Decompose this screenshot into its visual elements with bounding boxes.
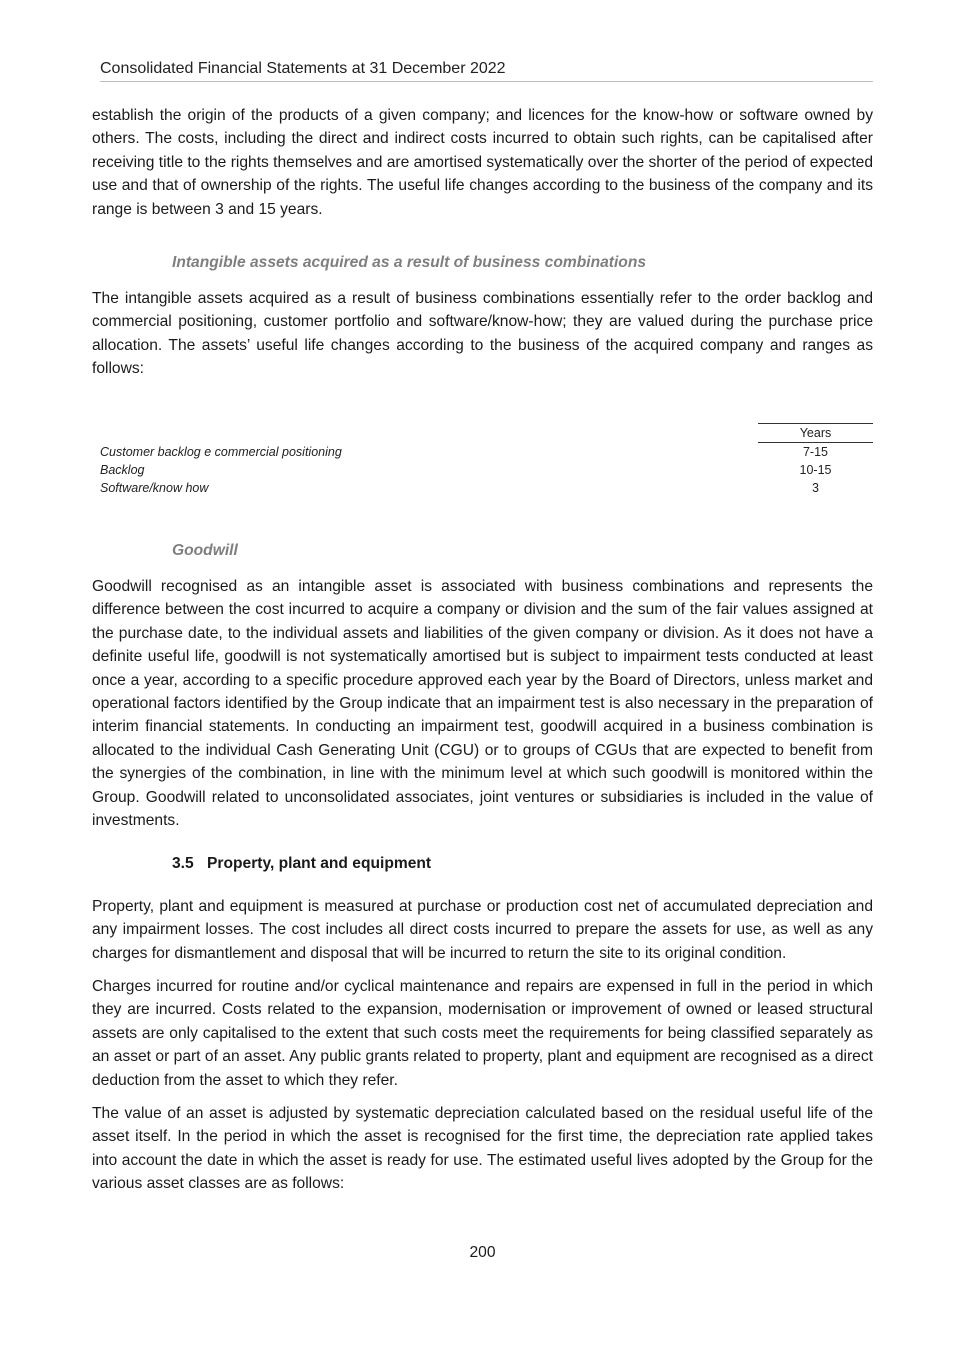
paragraph-ppe-depreciation: The value of an asset is adjusted by systematic depreciation calculated based on the residual useful life of the asset itself. In the period in which the asset is recognised for the first time, the depreciation rate applied takes into account the date in which the asset is ready for use. The estimated useful lives adopted by the Group for the various asset classes are as follows: — [92, 1105, 873, 1193]
table-row-label: Customer backlog e commercial positioning — [100, 445, 342, 459]
page-header-title: Consolidated Financial Statements at 31 December 2022 — [100, 58, 873, 82]
table-row-value: 7-15 — [802, 445, 829, 459]
section-heading-property-plant-equipment — [172, 853, 431, 875]
table-row-value: 10-15 — [799, 463, 832, 477]
paragraph-intangible-business-combinations: The intangible assets acquired as a result of business combinations essentially refer to the order backlog and commercial positioning, customer portfolio and software/know-how; they are valued during the purchase price allocation. The assets’ useful life changes according to the business of the acquired company and ranges as follows: — [92, 290, 873, 378]
table-row — [100, 461, 873, 479]
section-number: 3.5 — [172, 855, 194, 872]
table-row-label: Backlog — [100, 463, 145, 477]
table-column-header-years: Years — [758, 423, 873, 443]
table-row-value: 3 — [812, 481, 819, 495]
subheading-goodwill: Goodwill — [172, 542, 238, 559]
page-number: 200 — [469, 1244, 496, 1261]
subheading-intangible-business-combinations: Intangible assets acquired as a result of business combinations — [172, 254, 647, 271]
table-row — [100, 443, 873, 461]
table-row-label: Software/know how — [100, 481, 209, 495]
paragraph-goodwill: Goodwill recognised as an intangible asset is associated with business combinations and represents the difference between the cost incurred to acquire a company or division and the sum of the fair values assigned at the purchase date, to the individual assets and liabilities of the given company or division. As it does not have a definite useful life, goodwill is not systematically amortised but is subject to impairment tests conducted at least once a year, according to a specific procedure approved each year by the Board of Directors, unless market and operational factors identified by the Group indicate that an impairment test is also necessary in the preparation of interim financial statements. In conducting an impairment test, goodwill acquired in a business combination is allocated to the individual Cash Generating Unit (CGU) or to groups of CGUs that are expected to benefit from the synergies of the combination, in line with the minimum level at which such goodwill is monitored within the Group. Goodwill related to unconsolidated associates, joint ventures or subsidiaries is included in the value of investments. — [92, 578, 873, 830]
table-row — [100, 479, 873, 497]
section-title: Property, plant and equipment — [207, 855, 432, 872]
paragraph-intangible-rights: establish the origin of the products of a given company; and licences for the know-how or software owned by others. The costs, including the direct and indirect costs incurred to obtain such rights, can be capitalised after receiving title to the rights themselves and are amortised systematically over the shorter of the period of expected use and that of ownership of the rights. The useful life changes according to the business of the company and its range is between 3 and 15 years. — [92, 107, 873, 218]
paragraph-ppe-maintenance: Charges incurred for routine and/or cyclical maintenance and repairs are expensed in full in the period in which they are incurred. Costs related to the expansion, modernisation or improvement of owned or leased structural assets are only capitalised to the extent that such costs meet the requirements for being classified separately as an asset or part of an asset. Any public grants related to property, plant and equipment are recognised as a direct deduction from the asset to which they refer. — [92, 978, 873, 1089]
paragraph-ppe-measurement: Property, plant and equipment is measured at purchase or production cost net of accumulated depreciation and any impairment losses. The cost includes all direct costs incurred to prepare the assets for use, as well as any charges for dismantlement and disposal that will be incurred to return the site to its original condition. — [92, 898, 873, 962]
